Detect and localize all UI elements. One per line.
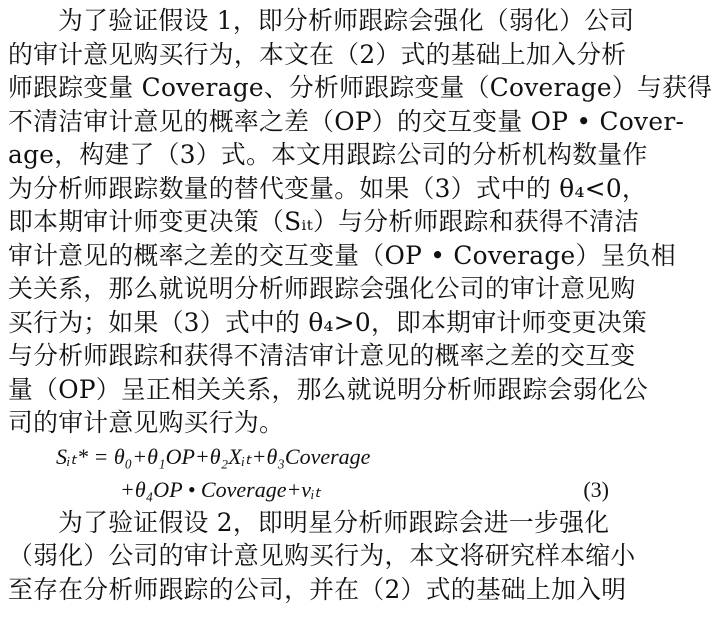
- equation-line-2: [8, 473, 631, 506]
- text-line: （弱化）公司的审计意见购买行为，本文将研究样本缩小: [8, 541, 636, 570]
- text-line: 师跟踪变量 Coverage、分析师跟踪变量（Coverage）与获得: [8, 73, 712, 102]
- text-line: 至存在分析师跟踪的公司，并在（2）式的基础上加入明: [8, 574, 627, 604]
- equation-line-2-text: +θ₄OP • Coverage+νᵢₜ: [120, 476, 322, 502]
- text-line: 为分析师跟踪数量的替代变量。如果（3）式中的 θ₄<0，: [8, 173, 648, 203]
- equation-3: [8, 440, 631, 506]
- text-line: 审计意见的概率之差的交互变量（OP • Coverage）呈负相: [8, 240, 676, 270]
- text-line: 量（OP）呈正相关关系，那么就说明分析师跟踪会弱化公: [8, 374, 648, 404]
- paragraph-hypothesis-1: [8, 4, 712, 440]
- text-line: 为了验证假设 1，即分析师跟踪会强化（弱化）公司: [58, 6, 635, 35]
- text-line: 为了验证假设 2，即明星分析师跟踪会进一步强化: [58, 507, 610, 537]
- document-page: [8, 4, 712, 606]
- text-line: 买行为；如果（3）式中的 θ₄>0，即本期审计师变更决策: [8, 307, 648, 337]
- text-line: 的审计意见购买行为，本文在（2）式的基础上加入分析: [8, 39, 627, 69]
- text-line: 司的审计意见购买行为。: [8, 408, 285, 437]
- text-line: age，构建了（3）式。本文用跟踪公司的分析机构数量作: [8, 140, 648, 169]
- paragraph-hypothesis-2: [8, 506, 636, 607]
- equation-line-1: Sᵢₜ* = θ₀+θ₁OP+θ₂Xᵢₜ+θ₃Coverage: [56, 443, 371, 469]
- text-line: 不清洁审计意见的概率之差（OP）的交互变量 OP • Cover-: [8, 106, 685, 136]
- text-line: 即本期审计师变更决策（Sᵢₜ）与分析师跟踪和获得不清洁: [8, 207, 640, 236]
- text-line: 关关系，那么就说明分析师跟踪会强化公司的审计意见购: [8, 274, 636, 303]
- equation-number: (3): [583, 476, 609, 502]
- text-line: 与分析师跟踪和获得不清洁审计意见的概率之差的交互变: [8, 341, 636, 370]
